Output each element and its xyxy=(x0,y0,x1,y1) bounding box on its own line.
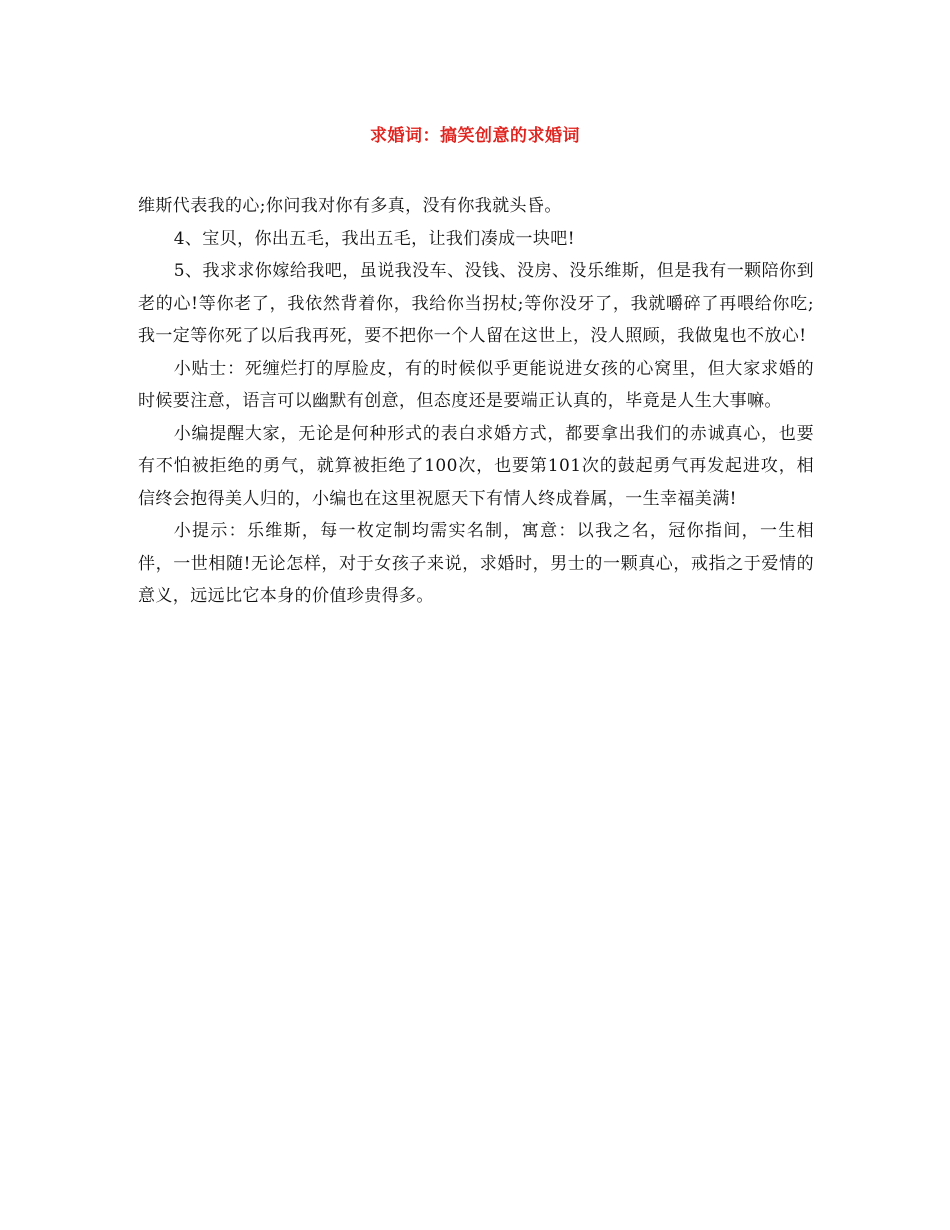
paragraph-tip: 小贴士：死缠烂打的厚脸皮，有的时候似乎更能说进女孩的心窝里，但大家求婚的时候要注意，语言可以幽默有创意，但态度还是要端正认真的，毕竟是人生大事嘛。 xyxy=(138,358,814,411)
paragraph-item-4: 4、宝贝，你出五毛，我出五毛，让我们凑成一块吧! xyxy=(173,228,575,249)
paragraph-continuation: 维斯代表我的心;你问我对你有多真，没有你我就头昏。 xyxy=(138,196,562,216)
document-body xyxy=(138,190,814,613)
paragraph-editor-reminder: 小编提醒大家，无论是何种形式的表白求婚方式，都要拿出我们的赤诚真心，也要有不怕被拒绝的勇气，就算被拒绝了100次，也要第101次的鼓起勇气再发起进攻，相信终会抱得美人归的，小编也在这里祝愿天下有情人终成眷属，一生幸福美满! xyxy=(138,423,814,509)
document-title: 求婚词：搞笑创意的求婚词 xyxy=(370,126,580,146)
paragraph-item-5: 5、我求求你嫁给我吧，虽说我没车、没钱、没房、没乐维斯，但是我有一颗陪你到老的心!等你老了，我依然背着你，我给你当拐杖;等你没牙了，我就嚼碎了再喂给你吃;我一定等你死了以后我再死，要不把你一个人留在这世上，没人照顾，我做鬼也不放心! xyxy=(138,261,814,346)
paragraph-hint: 小提示：乐维斯，每一枚定制均需实名制，寓意：以我之名，冠你指间，一生相伴，一世相随!无论怎样，对于女孩子来说，求婚时，男士的一颗真心，戒指之于爱情的意义，远远比它本身的价值珍贵得多。 xyxy=(138,521,814,606)
